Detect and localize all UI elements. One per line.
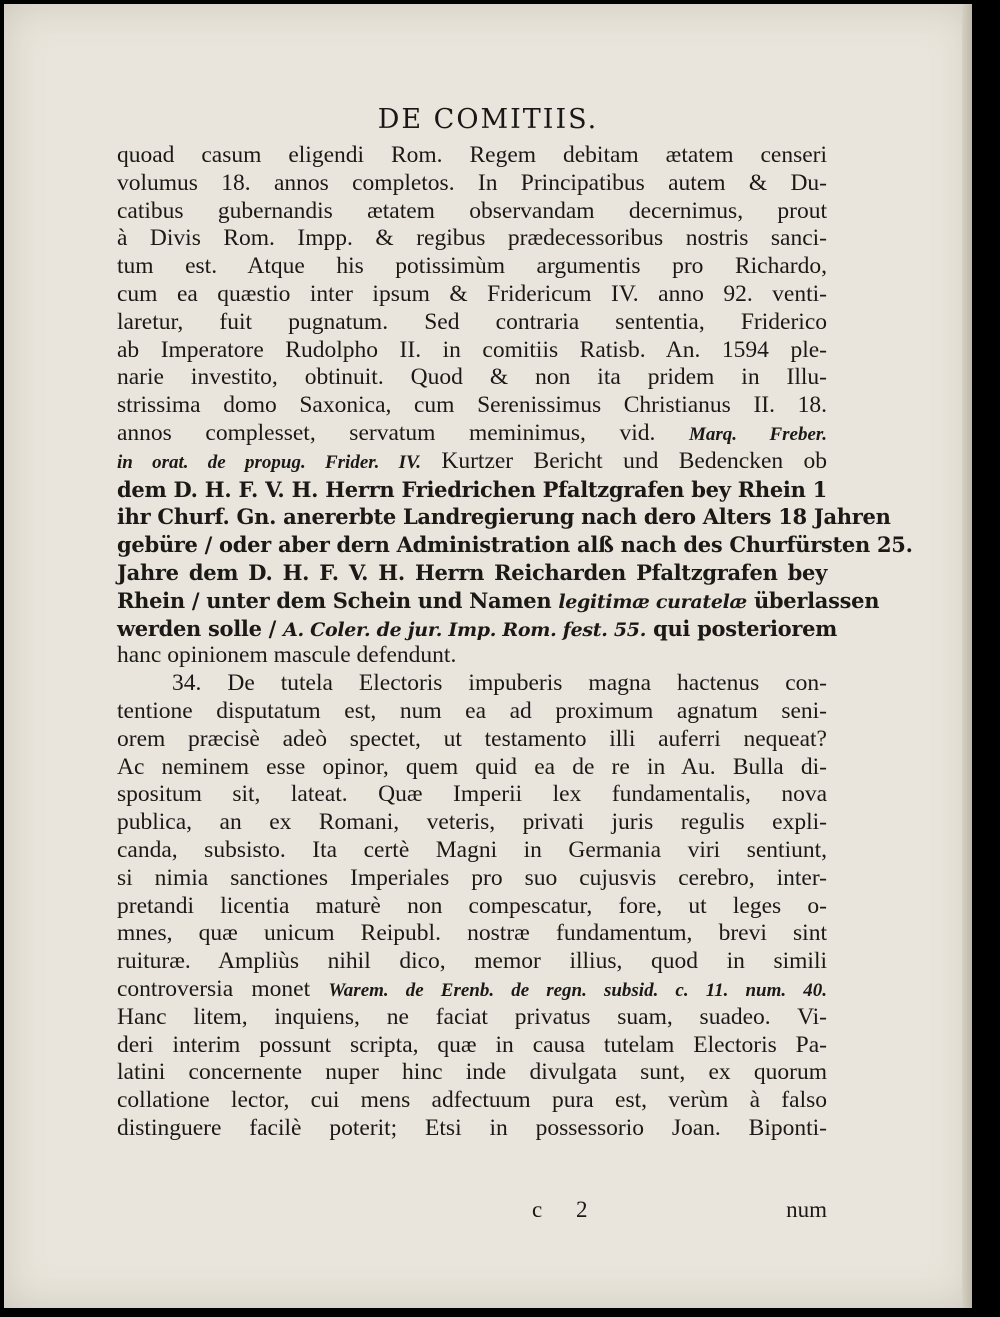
text-line	[117, 1004, 827, 1032]
text-line	[117, 198, 827, 226]
line-text: canda, subsisto. Ita certè Magni in Germania viri sentiunt,	[117, 836, 827, 863]
citation-italic: in orat. de propug. Frider. IV.	[117, 451, 421, 473]
line-text: werden solle /	[117, 615, 277, 641]
line-text: dem D. H. F. V. H. Herrn Friedrichen Pfaltzgrafen bey Rhein 1	[117, 476, 827, 502]
line-text: collatione lector, cui mens adfectuum pura est, verùm à falso	[117, 1087, 827, 1114]
text-line	[117, 476, 827, 504]
text-line	[117, 448, 827, 476]
line-text: spositum sit, lateat. Quæ Imperii lex fundamentalis, nova	[117, 781, 827, 808]
text-line	[117, 809, 827, 837]
text-line	[117, 559, 827, 587]
text-line	[117, 587, 880, 615]
text-line	[117, 364, 827, 392]
line-text: cum ea quæstio inter ipsum & Fridericum IV. anno 92. venti-	[117, 280, 827, 307]
line-text: 34. De tutela Electoris impuberis magna hactenus con-	[172, 670, 827, 697]
line-text: strissima domo Saxonica, cum Serenissimus Christianus II. 18.	[117, 392, 827, 419]
text-line	[117, 642, 827, 670]
line-text: Rhein / unter dem Schein und Namen	[117, 587, 552, 613]
text-line	[117, 392, 827, 420]
line-text: Ac neminem esse opinor, quem quid ea de re in Au. Bulla di-	[117, 753, 827, 780]
citation-italic: A. Coler. de jur. Imp. Rom. fest. 55.	[283, 618, 647, 641]
line-text: tum est. Atque his potissimùm argumentis pro Richardo,	[117, 253, 827, 280]
text-line	[117, 615, 838, 643]
text-line	[117, 865, 827, 893]
line-text: latini concernente nuper hinc inde divulgata sunt, ex quorum	[117, 1059, 827, 1086]
text-line	[117, 1087, 827, 1115]
line-text: ihr Churf. Gn. anererbte Landregierung nach dero Alters 18 Jahren	[117, 504, 891, 530]
book-page	[4, 4, 972, 1308]
text-line	[117, 309, 827, 337]
text-line	[117, 531, 913, 559]
citation-italic: legitimæ curatelæ	[558, 590, 747, 613]
line-text: Jahre dem D. H. F. V. H. Herrn Reicharden Pfaltzgrafen bey	[117, 559, 827, 585]
line-text: ab Imperatore Rudolpho II. in comitiis Ratisb. An. 1594 ple-	[117, 336, 827, 363]
body-text	[117, 142, 913, 1143]
line-text: mnes, quæ unicum Reipubl. nostræ fundamentum, brevi sint	[117, 920, 827, 947]
line-text: gebüre / oder aber dern Administration alß nach des Churfürsten 25.	[117, 532, 913, 558]
line-text: quoad casum eligendi Rom. Regem debitam ætatem censeri	[117, 142, 827, 168]
line-text: annos complesset, servatum meminimus, vid.	[117, 419, 656, 446]
line-text: hanc opinionem mascule defendunt.	[117, 642, 457, 669]
catchword: num	[786, 1197, 827, 1222]
text-line	[117, 337, 827, 365]
citation-italic: Marq. Freber.	[688, 423, 827, 445]
line-text: laretur, fuit pugnatum. Sed contraria sententia, Friderico	[117, 308, 827, 335]
running-title: DE COMITIIS.	[377, 104, 599, 135]
text-line	[117, 754, 827, 782]
text-line	[117, 225, 827, 253]
text-line	[117, 698, 827, 726]
citation-italic: Warem. de Erenb. de regn. subsid. c. 11. num. 40.	[328, 979, 827, 1001]
line-text: deri interim possunt scripta, quæ in causa tutelam Electoris Pa-	[117, 1031, 827, 1058]
line-text: si nimia sanctiones Imperiales pro suo cujusvis cerebro, inter-	[117, 864, 827, 891]
text-line	[117, 948, 827, 976]
line-text: catibus gubernandis ætatem observandam decernimus, prout	[117, 197, 827, 224]
page-edge	[962, 4, 972, 1308]
line-text: Hanc litem, inquiens, ne faciat privatus suam, suadeo. Vi-	[117, 1003, 827, 1030]
line-text: controversia monet	[117, 975, 311, 1002]
signature-mark: c 2	[532, 1197, 602, 1222]
line-text: Kurtzer Bericht und Bedencken ob	[441, 447, 828, 474]
text-line	[117, 420, 827, 448]
text-line	[117, 1059, 827, 1087]
text-line	[117, 893, 827, 921]
text-line	[117, 726, 827, 754]
text-line	[117, 281, 827, 309]
text-line	[117, 976, 827, 1004]
line-text: à Divis Rom. Impp. & regibus prædecessoribus nostris sanci-	[117, 225, 827, 252]
line-text: orem præcisè adeò spectet, ut testamento illi auferri nequeat?	[117, 725, 827, 752]
line-text: überlassen	[753, 587, 880, 613]
text-line	[117, 781, 827, 809]
page-footer	[117, 1197, 827, 1227]
text-line	[117, 670, 827, 698]
line-text: tentione disputatum est, num ea ad proximum agnatum seni-	[117, 697, 827, 724]
text-line	[117, 920, 827, 948]
line-text: qui posteriorem	[653, 615, 838, 641]
line-text: pretandi licentia maturè non compescatur, fore, ut leges o-	[117, 892, 827, 919]
line-text: distinguere facilè poterit; Etsi in possessorio Joan. Biponti-	[117, 1114, 827, 1141]
text-line	[117, 503, 891, 531]
text-line	[117, 170, 827, 198]
line-text: ruituræ. Ampliùs nihil dico, memor illius, quod in simili	[117, 948, 827, 975]
text-line	[117, 837, 827, 865]
text-line	[117, 1115, 827, 1143]
line-text: volumus 18. annos completos. In Principatibus autem & Du-	[117, 169, 827, 196]
line-text: publica, an ex Romani, veteris, privati juris regulis expli-	[117, 809, 827, 836]
text-line	[117, 1032, 827, 1060]
text-line	[117, 253, 827, 281]
line-text: narie investito, obtinuit. Quod & non ita pridem in Illu-	[117, 364, 827, 391]
text-line	[117, 142, 827, 170]
